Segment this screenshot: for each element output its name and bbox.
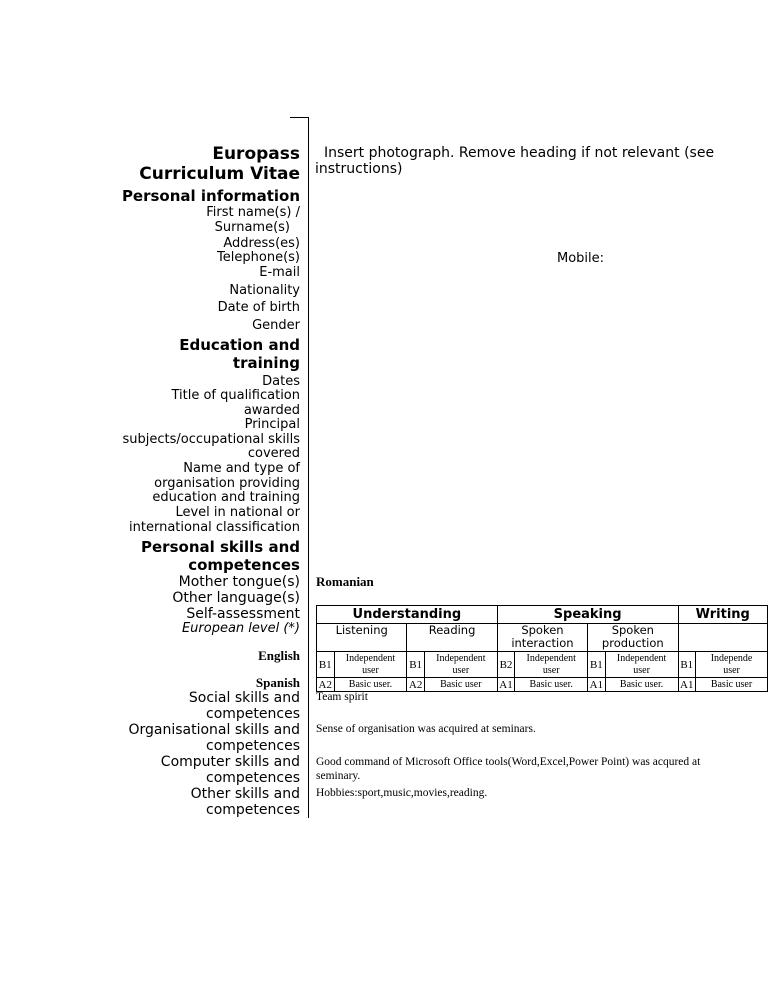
label-other-l2: competences [206,802,300,818]
skills-heading-l1: Personal skills and [141,538,300,556]
language-name-english: English [258,648,300,663]
level-desc-l1: Independent [526,653,576,664]
section-heading-skills [141,538,300,574]
label-computer-l2: competences [206,770,300,786]
header-writing-sub [678,624,768,652]
computer-skills-value [316,755,766,783]
label-principal-subjects [123,418,301,462]
label-level-classification [129,506,300,535]
label-mother-tongue: Mother tongue(s) [178,574,300,590]
cv-title-line2: Curriculum Vitae [139,164,300,184]
level-code: B2 [497,652,515,678]
label-email: E-mail [259,265,300,280]
label-other-languages: Other language(s) [172,590,300,606]
education-heading-l2: training [232,354,300,372]
table-row-english [317,652,768,678]
label-telephone: Telephone(s) [217,250,300,265]
label-title-l2: awarded [243,402,300,418]
header-speaking: Speaking [497,606,678,624]
level-code: B1 [317,652,335,678]
section-heading-education [179,336,300,372]
spoken-production-l2: production [601,636,664,650]
language-table [316,605,768,692]
level-desc-l2: user [362,664,379,676]
level-desc: Basic user. [515,678,588,692]
label-organisation [152,462,300,506]
label-org-l2: organisation providing [154,475,300,491]
label-gender: Gender [252,318,300,333]
label-principal-l1: Principal [244,417,300,432]
cv-title [139,144,300,184]
organisational-skills-value: Sense of organisation was acquired at seminars. [316,723,536,735]
mobile-label: Mobile: [557,251,605,266]
level-code: B1 [678,652,696,678]
level-desc: Basic user [424,678,497,692]
label-dates: Dates [262,374,300,389]
computer-value-l1: Good command of Microsoft Office tools(Word,Excel,Power Point) was acqured at [316,756,701,768]
spoken-interaction-l1: Spoken [521,623,564,637]
computer-value-l2: seminary. [316,770,361,782]
education-heading-l1: Education and [179,336,300,354]
label-organisational-skills [128,722,300,754]
label-nationality: Nationality [229,283,300,298]
label-principal-l3: covered [247,446,300,461]
level-desc [605,652,678,678]
column-divider [308,117,309,818]
spoken-production-l1: Spoken [611,623,654,637]
level-desc [696,652,768,678]
level-code: B1 [407,652,425,678]
label-self-assessment: Self-assessment [186,606,300,622]
table-row-spanish [317,678,768,692]
label-computer-skills [161,754,300,786]
level-desc-l2: user [723,664,740,676]
header-spoken-interaction [497,624,587,652]
level-code: A1 [588,678,606,692]
header-listening: Listening [317,624,407,652]
photo-note [315,145,765,177]
label-date-of-birth: Date of birth [217,300,300,315]
top-rule-tick [290,117,308,118]
label-european-level: European level (*) [181,621,300,636]
level-desc-l2: user [542,664,560,676]
label-org-l1: Name and type of [183,461,300,476]
photo-note-line1: Insert photograph. Remove heading if not relevant (see [324,145,715,161]
label-address: Address(es) [223,236,300,251]
level-code: B1 [588,652,606,678]
level-desc-l1: Independent [616,653,667,664]
social-skills-value: Team spirit [316,691,368,703]
level-code: A1 [497,678,515,692]
label-org-l3: education and training [152,490,300,505]
label-social-skills [189,690,300,722]
language-name-spanish: Spanish [255,675,300,690]
label-title-of-qualification [171,389,300,418]
label-first-name [206,206,300,235]
other-skills-value: Hobbies:sport,music,movies,reading. [316,787,488,799]
level-desc-l2: user [633,664,650,676]
label-level-l2: international classification [129,519,300,535]
level-desc [424,652,497,678]
level-desc: Basic user. [605,678,678,692]
level-code: A1 [678,678,696,692]
photo-note-line2: instructions) [315,161,403,177]
label-first-name-l1: First name(s) / [206,205,300,220]
label-social-l1: Social skills and [188,690,300,706]
label-level-l1: Level in national or [175,505,300,520]
label-orgskills-l1: Organisational skills and [128,722,300,738]
label-orgskills-l2: competences [206,738,300,754]
level-desc-l1: Independent [436,653,486,664]
section-heading-personal: Personal information [121,187,300,205]
label-title-l1: Title of qualification [171,388,300,403]
mother-tongue-value: Romanian [316,574,374,589]
cv-title-line1: Europass [212,144,300,164]
level-desc-l1: Independent [345,653,396,664]
level-code: A2 [317,678,335,692]
header-reading: Reading [407,624,497,652]
label-computer-l1: Computer skills and [160,754,300,770]
label-first-name-l2: Surname(s) [214,219,290,235]
label-other-l1: Other skills and [190,786,300,802]
level-desc [515,652,588,678]
level-desc-l2: user [452,664,470,676]
level-desc: Basic user [696,678,768,692]
spoken-interaction-l2: interaction [511,636,574,650]
label-principal-l2: subjects/occupational skills [122,431,300,447]
header-spoken-production [588,624,678,652]
level-desc: Basic user. [334,678,407,692]
skills-heading-l2: competences [188,556,300,574]
label-other-skills [191,786,300,818]
level-desc [334,652,407,678]
level-desc-l1: Independe [710,653,753,664]
label-social-l2: competences [206,706,300,722]
header-writing: Writing [678,606,768,624]
level-code: A2 [407,678,425,692]
header-understanding: Understanding [317,606,498,624]
